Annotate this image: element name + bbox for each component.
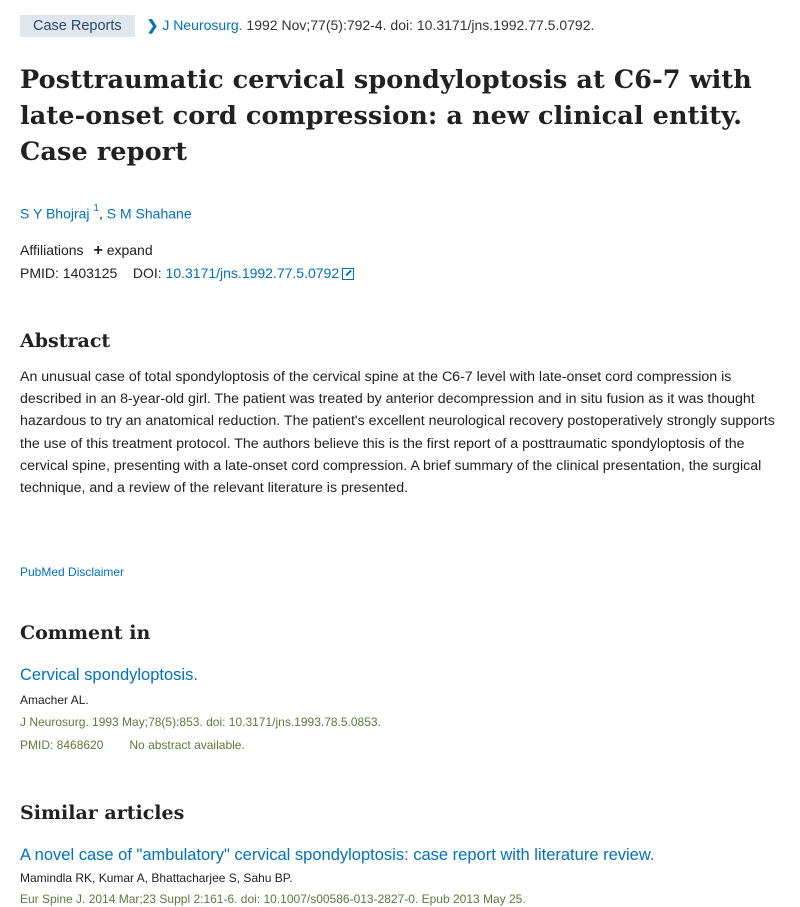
comment-article-authors: Amacher AL. <box>20 693 89 707</box>
plus-icon[interactable]: + <box>93 242 103 259</box>
citation-details: 1992 Nov;77(5):792-4. doi: 10.3171/jns.1992.77.5.0792. <box>242 17 595 33</box>
no-abstract-note: No abstract available. <box>129 738 245 752</box>
article-title: Posttraumatic cervical spondyloptosis at C6-7 with late-onset cord compression: a new clinical entity. Case report <box>20 65 752 167</box>
external-link-icon[interactable] <box>342 268 354 280</box>
abstract-heading: Abstract <box>20 330 111 352</box>
author-link[interactable]: S Y Bhojraj <box>20 205 90 222</box>
similar-article-authors: Mamindla RK, Kumar A, Bhattacharjee S, Sahu BP. <box>20 871 293 885</box>
doi-label: DOI: <box>132 265 162 281</box>
comment-article-pmid-row <box>20 737 245 753</box>
similar-article-title-link[interactable]: A novel case of "ambulatory" cervical spondyloptosis: case report with literature review. <box>20 846 655 864</box>
comment-article-citation: J Neurosurg. 1993 May;78(5):853. doi: 10.3171/jns.1993.78.5.0853. <box>20 715 381 729</box>
author-list <box>20 201 192 224</box>
comment-in-heading: Comment in <box>20 622 151 644</box>
affiliation-marker[interactable]: 1 <box>93 203 99 214</box>
journal-link[interactable]: J Neurosurg. <box>162 17 243 33</box>
doi-link[interactable]: 10.3171/jns.1992.77.5.0792 <box>165 265 340 281</box>
abstract-text: An unusual case of total spondyloptosis of the cervical spine at the C6-7 level with late-onset cord compression is described in an 8-year-old girl. The patient was treated by anterior decompression and in situ fusion as it was thought hazardous to try an anatomical reduction. The patient's excellent neurological recovery postoperatively strongly supports the use of this treatment protocol. The authors believe this is the first report of a posttraumatic spondyloptosis of the cervical spine, presenting with a late-onset cord compression. A brief summary of the clinical presentation, the surgical technique, and a review of the relevant literature is presented. <box>20 369 775 497</box>
expand-toggle[interactable]: expand <box>106 242 153 258</box>
header-citation <box>20 14 594 37</box>
publication-type-badge: Case Reports <box>20 15 135 37</box>
pubmed-disclaimer-link[interactable]: PubMed Disclaimer <box>20 565 125 579</box>
affiliations-row <box>20 240 153 261</box>
author-separator: , <box>98 205 107 222</box>
identifiers-row <box>20 263 354 283</box>
pmid-value: PMID: 1403125 <box>20 265 118 281</box>
author-link[interactable]: S M Shahane <box>106 205 192 222</box>
similar-articles-heading: Similar articles <box>20 802 185 824</box>
affiliations-label: Affiliations <box>20 242 84 258</box>
similar-article-citation: Eur Spine J. 2014 Mar;23 Suppl 2:161-6. doi: 10.1007/s00586-013-2827-0. Epub 2013 May 25. <box>20 892 526 906</box>
comment-article-title-link[interactable]: Cervical spondyloptosis. <box>20 666 198 684</box>
chevron-right-icon: ❯ <box>146 17 159 33</box>
comment-article-pmid: PMID: 8468620 <box>20 738 104 752</box>
